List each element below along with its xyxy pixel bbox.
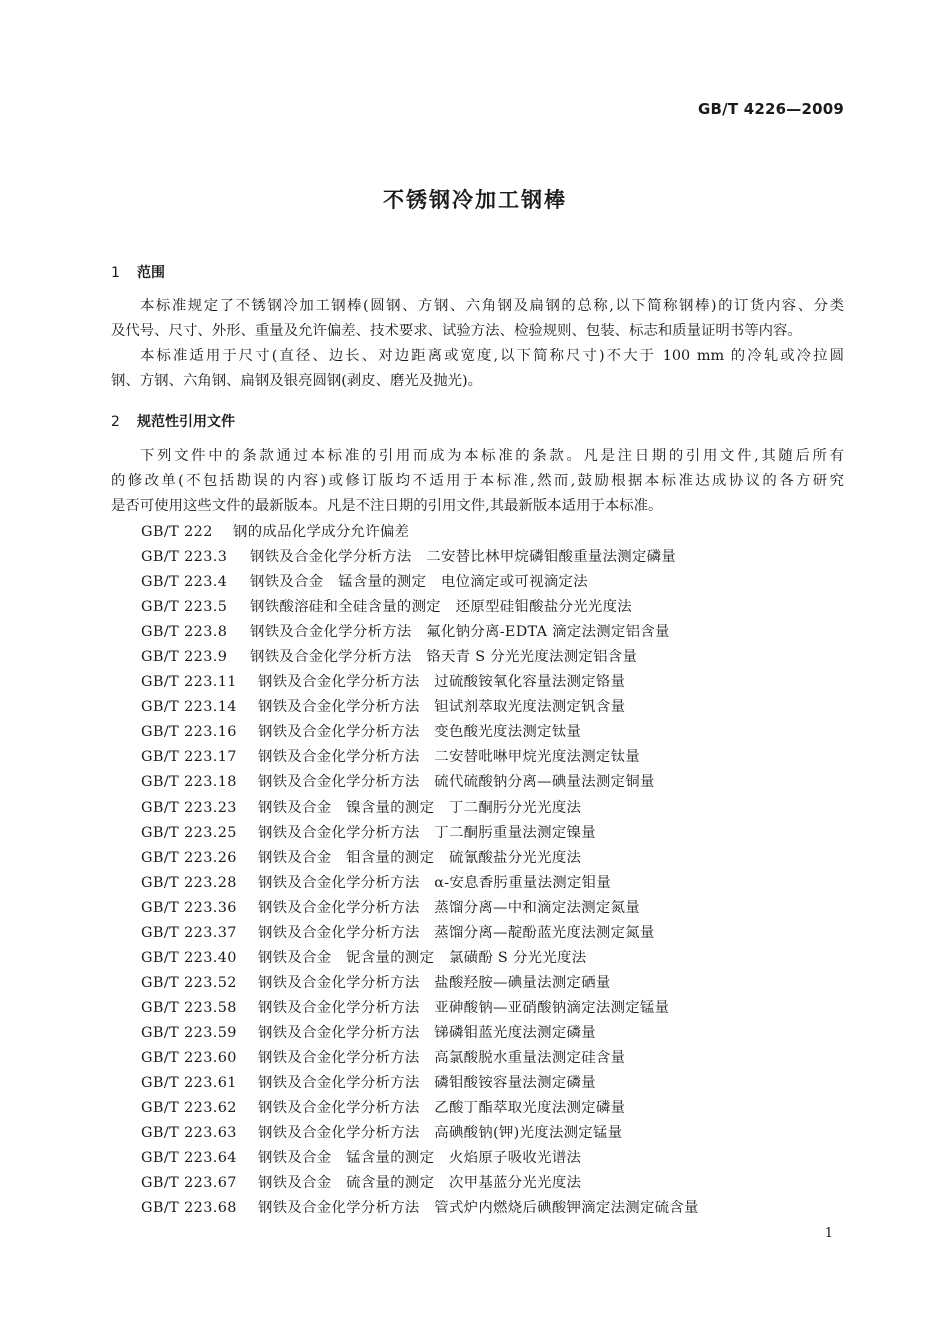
reference-title: 钢铁及合金化学分析方法 蒸馏分离—中和滴定法测定氮量 [258, 899, 640, 916]
reference-title: 钢铁及合金 镍含量的测定 丁二酮肟分光光度法 [258, 799, 582, 816]
reference-code: GB/T 223.25 [141, 824, 237, 841]
reference-code: GB/T 223.28 [141, 874, 237, 891]
reference-code: GB/T 223.64 [141, 1150, 237, 1167]
document-title: 不锈钢冷加工钢棒 [383, 188, 567, 212]
paragraph-line: 及代号、尺寸、外形、重量及允许偏差、技术要求、试验方法、检验规则、包装、标志和质量证明书等内容。 [111, 323, 802, 339]
reference-title: 钢铁及合金化学分析方法 二安替比林甲烷磷钼酸重量法测定磷量 [250, 549, 677, 566]
reference-list [141, 520, 699, 1221]
reference-item [141, 796, 699, 821]
reference-item [141, 946, 699, 971]
paragraph-line: 本标准适用于尺寸(直径、边长、对边距离或宽度,以下简称尺寸)不大于 100 mm 的冷轧或冷拉圆 [140, 348, 844, 364]
reference-title: 钢铁及合金化学分析方法 乙酸丁酯萃取光度法测定磷量 [258, 1100, 626, 1117]
reference-code: GB/T 223.17 [141, 749, 237, 766]
reference-title: 钢铁及合金化学分析方法 铬天青 S 分光光度法测定铝含量 [250, 649, 638, 666]
reference-title: 钢铁及合金化学分析方法 氟化钠分离-EDTA 滴定法测定铝含量 [250, 624, 670, 641]
reference-code: GB/T 223.23 [141, 799, 237, 816]
reference-item [141, 745, 699, 770]
reference-code: GB/T 223.40 [141, 949, 237, 966]
reference-item [141, 1196, 699, 1221]
reference-code: GB/T 223.9 [141, 649, 228, 666]
reference-title: 钢铁及合金化学分析方法 蒸馏分离—靛酚蓝光度法测定氮量 [258, 924, 655, 941]
section-1-number: 1 [111, 265, 120, 281]
reference-title: 钢铁及合金化学分析方法 高氯酸脱水重量法测定硅含量 [258, 1049, 626, 1066]
reference-title: 钢铁及合金化学分析方法 管式炉内燃烧后碘酸钾滴定法测定硫含量 [258, 1200, 699, 1217]
reference-title: 钢铁及合金 锰含量的测定 电位滴定或可视滴定法 [250, 574, 588, 591]
reference-code: GB/T 223.18 [141, 774, 237, 791]
reference-code: GB/T 223.14 [141, 699, 237, 716]
reference-title: 钢铁及合金 锰含量的测定 火焰原子吸收光谱法 [258, 1150, 582, 1167]
reference-code: GB/T 223.61 [141, 1075, 237, 1092]
reference-item [141, 996, 699, 1021]
reference-item [141, 971, 699, 996]
reference-code: GB/T 223.59 [141, 1024, 237, 1041]
section-2-intro [111, 444, 844, 519]
page-number: 1 [824, 1226, 833, 1241]
reference-item [141, 1021, 699, 1046]
reference-code: GB/T 223.58 [141, 999, 237, 1016]
reference-item [141, 770, 699, 795]
reference-item [141, 821, 699, 846]
reference-title: 钢铁及合金化学分析方法 二安替吡啉甲烷光度法测定钛量 [258, 749, 640, 766]
reference-code: GB/T 223.16 [141, 724, 237, 741]
reference-title: 钢铁及合金化学分析方法 硫代硫酸钠分离—碘量法测定铜量 [258, 774, 655, 791]
reference-code: GB/T 222 [141, 524, 213, 540]
reference-title: 钢铁及合金化学分析方法 丁二酮肟重量法测定镍量 [258, 824, 596, 841]
reference-title: 钢铁酸溶硅和全硅含量的测定 还原型硅钼酸盐分光光度法 [250, 599, 632, 616]
paragraph-line: 是否可使用这些文件的最新版本。凡是不注日期的引用文件,其最新版本适用于本标准。 [111, 498, 663, 514]
reference-code: GB/T 223.60 [141, 1049, 237, 1066]
reference-title: 钢铁及合金化学分析方法 亚砷酸钠—亚硝酸钠滴定法测定锰量 [258, 999, 670, 1016]
reference-item [141, 896, 699, 921]
reference-item [141, 1096, 699, 1121]
reference-code: GB/T 223.11 [141, 674, 237, 691]
reference-code: GB/T 223.63 [141, 1125, 237, 1142]
reference-item [141, 595, 699, 620]
reference-item [141, 620, 699, 645]
reference-code: GB/T 223.36 [141, 899, 237, 916]
reference-item [141, 520, 699, 545]
section-1-paragraph-2 [111, 344, 844, 394]
reference-title: 钢铁及合金化学分析方法 盐酸羟胺—碘量法测定硒量 [258, 974, 611, 991]
section-1-heading [111, 262, 165, 282]
reference-item [141, 570, 699, 595]
reference-item [141, 545, 699, 570]
reference-title: 钢的成品化学成分允许偏差 [233, 524, 410, 540]
reference-code: GB/T 223.5 [141, 599, 228, 616]
reference-item [141, 871, 699, 896]
reference-item [141, 670, 699, 695]
reference-title: 钢铁及合金化学分析方法 高碘酸钠(钾)光度法测定锰量 [258, 1125, 623, 1142]
section-1-paragraph-1 [111, 294, 844, 344]
reference-code: GB/T 223.4 [141, 574, 228, 591]
reference-title: 钢铁及合金化学分析方法 钽试剂萃取光度法测定钒含量 [258, 699, 626, 716]
reference-item [141, 1071, 699, 1096]
reference-title: 钢铁及合金化学分析方法 锑磷钼蓝光度法测定磷量 [258, 1024, 596, 1041]
reference-item [141, 695, 699, 720]
section-2-heading [111, 411, 235, 431]
reference-title: 钢铁及合金 硫含量的测定 次甲基蓝分光光度法 [258, 1175, 582, 1192]
reference-title: 钢铁及合金 钼含量的测定 硫氰酸盐分光光度法 [258, 849, 582, 866]
reference-item [141, 720, 699, 745]
reference-code: GB/T 223.52 [141, 974, 237, 991]
reference-code: GB/T 223.37 [141, 924, 237, 941]
section-1-title: 范围 [137, 265, 165, 281]
reference-code: GB/T 223.8 [141, 624, 228, 641]
reference-item [141, 1171, 699, 1196]
reference-code: GB/T 223.26 [141, 849, 237, 866]
reference-item [141, 1046, 699, 1071]
reference-item [141, 645, 699, 670]
reference-item [141, 1146, 699, 1171]
reference-title: 钢铁及合金化学分析方法 α-安息香肟重量法测定钼量 [258, 874, 612, 891]
paragraph-line: 本标准规定了不锈钢冷加工钢棒(圆钢、方钢、六角钢及扁钢的总称,以下简称钢棒)的订货内容、分类 [140, 298, 844, 314]
reference-title: 钢铁及合金化学分析方法 过硫酸铵氧化容量法测定铬量 [258, 674, 626, 691]
reference-title: 钢铁及合金化学分析方法 磷钼酸铵容量法测定磷量 [258, 1075, 596, 1092]
standard-code-header: GB/T 4226—2009 [698, 100, 844, 118]
reference-item [141, 921, 699, 946]
reference-item [141, 1121, 699, 1146]
paragraph-line: 的修改单(不包括勘误的内容)或修订版均不适用于本标准,然而,鼓励根据本标准达成协议的各方研究 [111, 473, 844, 489]
reference-code: GB/T 223.67 [141, 1175, 237, 1192]
reference-code: GB/T 223.3 [141, 549, 228, 566]
section-2-title: 规范性引用文件 [137, 414, 235, 430]
reference-code: GB/T 223.68 [141, 1200, 237, 1217]
reference-title: 钢铁及合金化学分析方法 变色酸光度法测定钛量 [258, 724, 582, 741]
reference-title: 钢铁及合金 铌含量的测定 氯磺酚 S 分光光度法 [258, 949, 587, 966]
reference-code: GB/T 223.62 [141, 1100, 237, 1117]
paragraph-line: 钢、方钢、六角钢、扁钢及银亮圆钢(剥皮、磨光及抛光)。 [111, 373, 482, 389]
reference-item [141, 846, 699, 871]
paragraph-line: 下列文件中的条款通过本标准的引用而成为本标准的条款。凡是注日期的引用文件,其随后所有 [140, 448, 844, 464]
section-2-number: 2 [111, 414, 120, 430]
